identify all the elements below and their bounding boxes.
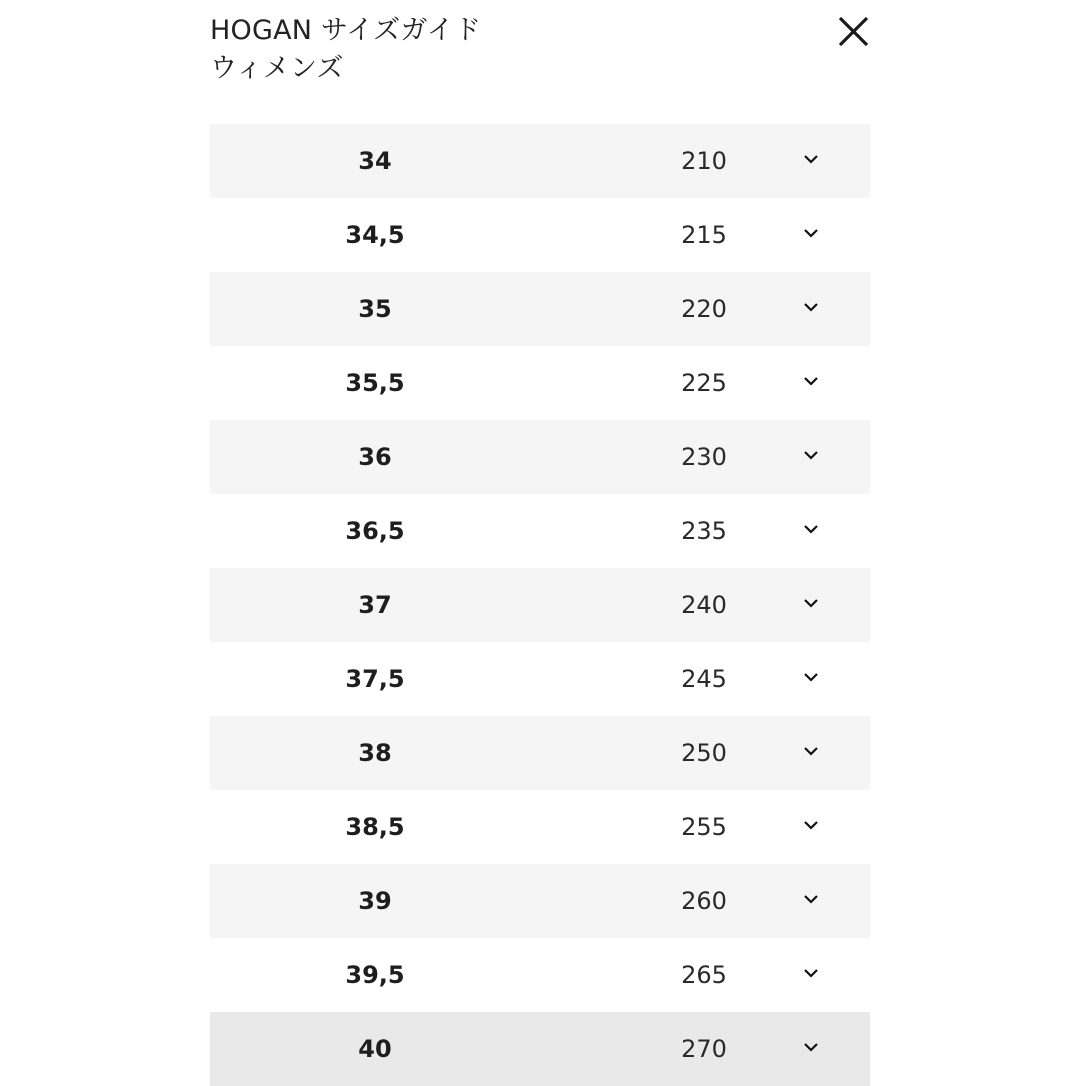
- close-icon: [834, 12, 874, 52]
- size-label: 38: [358, 739, 392, 767]
- size-label: 35,5: [345, 369, 405, 397]
- size-row[interactable]: [210, 198, 870, 272]
- size-label: 34: [358, 147, 392, 175]
- chevron-down-icon[interactable]: [803, 153, 819, 165]
- size-label: 35: [358, 295, 392, 323]
- size-value: 260: [681, 887, 727, 915]
- size-value: 245: [681, 665, 727, 693]
- chevron-down-icon[interactable]: [803, 819, 819, 831]
- size-row[interactable]: [210, 716, 870, 790]
- chevron-down-icon[interactable]: [803, 671, 819, 683]
- size-row[interactable]: [210, 272, 870, 346]
- size-row[interactable]: [210, 864, 870, 938]
- size-row[interactable]: [210, 346, 870, 420]
- size-row[interactable]: [210, 124, 870, 198]
- size-label: 36: [358, 443, 392, 471]
- size-guide-header: [210, 0, 870, 124]
- close-button[interactable]: [834, 12, 874, 52]
- chevron-down-icon[interactable]: [803, 967, 819, 979]
- size-label: 36,5: [345, 517, 405, 545]
- chevron-down-icon[interactable]: [803, 301, 819, 313]
- size-label: 34,5: [345, 221, 405, 249]
- size-value: 255: [681, 813, 727, 841]
- size-label: 39,5: [345, 961, 405, 989]
- chevron-down-icon[interactable]: [803, 449, 819, 461]
- size-guide-panel: [210, 0, 870, 1080]
- size-value: 240: [681, 591, 727, 619]
- size-value: 220: [681, 295, 727, 323]
- size-value: 225: [681, 369, 727, 397]
- chevron-down-icon[interactable]: [803, 745, 819, 757]
- title-category-line: ウィメンズ: [210, 53, 344, 84]
- size-value: 230: [681, 443, 727, 471]
- size-value: 250: [681, 739, 727, 767]
- size-row[interactable]: [210, 790, 870, 864]
- size-label: 39: [358, 887, 392, 915]
- size-row[interactable]: [210, 420, 870, 494]
- chevron-down-icon[interactable]: [803, 1041, 819, 1053]
- size-label: 37,5: [345, 665, 405, 693]
- size-value: 270: [681, 1035, 727, 1063]
- chevron-down-icon[interactable]: [803, 893, 819, 905]
- chevron-down-icon[interactable]: [803, 597, 819, 609]
- chevron-down-icon[interactable]: [803, 523, 819, 535]
- size-value: 265: [681, 961, 727, 989]
- size-row[interactable]: [210, 568, 870, 642]
- size-value: 210: [681, 147, 727, 175]
- size-row[interactable]: [210, 642, 870, 716]
- size-label: 38,5: [345, 813, 405, 841]
- size-label: 37: [358, 591, 392, 619]
- chevron-down-icon[interactable]: [803, 375, 819, 387]
- size-value: 215: [681, 221, 727, 249]
- size-row[interactable]: [210, 938, 870, 1012]
- size-value: 235: [681, 517, 727, 545]
- size-row[interactable]: [210, 1012, 870, 1086]
- size-label: 40: [358, 1035, 392, 1063]
- title-brand-line: HOGAN サイズガイド: [210, 15, 482, 46]
- page-title: [210, 12, 481, 88]
- chevron-down-icon[interactable]: [803, 227, 819, 239]
- size-row[interactable]: [210, 494, 870, 568]
- size-table: [210, 124, 870, 1086]
